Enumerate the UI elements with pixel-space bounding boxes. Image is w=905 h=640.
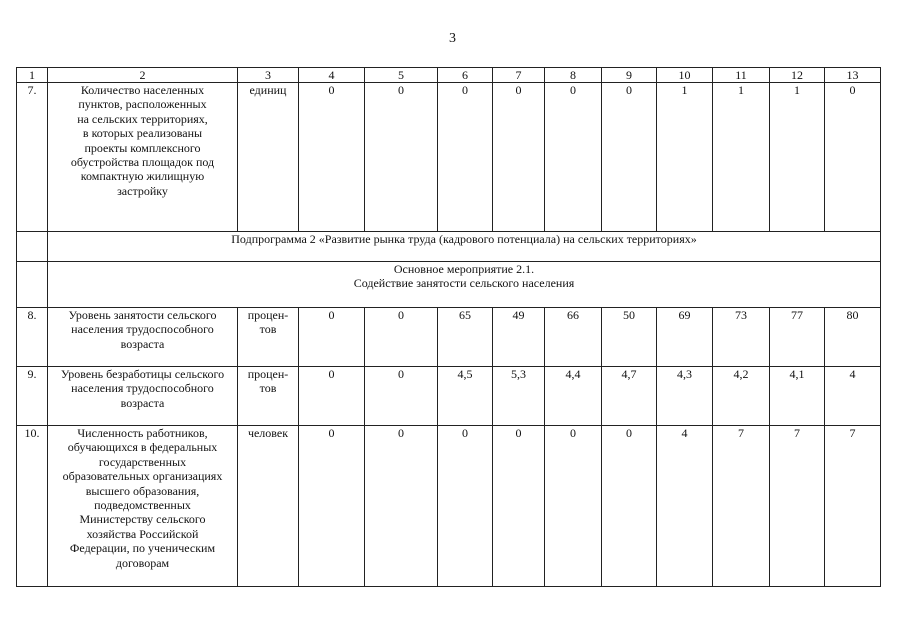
value-cell: 4,5 [438,367,493,426]
empty-cell [17,232,48,262]
indicator-name-line: образовательных организациях [62,469,223,484]
column-number: 3 [238,68,299,83]
indicator-name-line: возраста [120,336,165,351]
value-cell: 1 [713,83,770,232]
value-cell: 0 [602,426,657,587]
column-number: 8 [545,68,602,83]
indicator-name-line: в которых реализованы [82,126,203,141]
indicator-name [48,308,238,367]
value-cell: 65 [438,308,493,367]
value-cell: 4,3 [657,367,713,426]
unit-of-measure: человек [238,426,299,587]
value-cell: 49 [493,308,545,367]
column-number: 4 [299,68,365,83]
column-number: 13 [825,68,881,83]
value-cell: 4,7 [602,367,657,426]
column-number: 9 [602,68,657,83]
indicator-name-line: Федерации, по ученическим [69,541,216,556]
value-cell: 0 [365,308,438,367]
table-row [17,367,881,426]
value-cell: 0 [493,426,545,587]
value-cell: 4 [825,367,881,426]
indicator-name-line: застройку [117,183,168,198]
column-number-row [17,68,881,83]
indicator-name-line: хозяйства Российской [86,526,199,541]
value-cell: 1 [657,83,713,232]
indicator-name-line: Министерству сельского [79,512,206,527]
value-cell: 0 [438,426,493,587]
indicator-name-line: Количество населенных [80,83,205,97]
unit-line: процен- [247,308,289,322]
column-number: 1 [17,68,48,83]
row-number: 9. [17,367,48,426]
indicator-name-line: на сельских территориях, [77,111,208,126]
unit-line: процен- [247,367,289,381]
indicator-name-line: Численность работников, [77,426,208,440]
indicator-name-line: подведомственных [94,498,191,513]
indicator-name-line: проекты комплексного [84,140,201,155]
indicator-name-line: населения трудоспособного [71,322,214,337]
indicator-name-line: обустройства площадок под [70,155,215,170]
indicator-name-line: государственных [98,454,187,469]
column-number: 12 [770,68,825,83]
column-number: 11 [713,68,770,83]
indicator-name-line: возраста [120,395,165,410]
column-number: 5 [365,68,438,83]
value-cell: 0 [365,367,438,426]
indicator-name [48,83,238,232]
value-cell: 4,2 [713,367,770,426]
indicator-name-line: Уровень занятости сельского [68,308,217,322]
value-cell: 69 [657,308,713,367]
indicator-name-line: высшего образования, [85,483,200,498]
value-cell: 73 [713,308,770,367]
main-event-number: Основное мероприятие 2.1. [393,262,535,276]
value-cell: 50 [602,308,657,367]
main-event-title [48,262,881,308]
value-cell: 4,4 [545,367,602,426]
row-number: 10. [17,426,48,587]
value-cell: 0 [365,426,438,587]
value-cell: 4,1 [770,367,825,426]
value-cell: 0 [299,308,365,367]
value-cell: 77 [770,308,825,367]
unit-of-measure: единиц [238,83,299,232]
value-cell: 0 [493,83,545,232]
indicator-name-line: компактную жилищную [80,169,205,184]
column-number: 6 [438,68,493,83]
indicator-name-line: пунктов, расположенных [78,97,207,112]
row-number: 8. [17,308,48,367]
subprogram-title: Подпрограмма 2 «Развитие рынка труда (кадрового потенциала) на сельских территориях» [48,232,881,262]
table-row [17,426,881,587]
unit-line: тов [259,322,277,337]
value-cell: 0 [299,426,365,587]
subprogram-row [17,232,881,262]
indicator-name [48,367,238,426]
unit-of-measure [238,367,299,426]
indicator-name-line: населения трудоспособного [71,381,214,396]
indicator-name-line: договорам [115,555,170,570]
value-cell: 4 [657,426,713,587]
value-cell: 0 [299,367,365,426]
value-cell: 7 [713,426,770,587]
value-cell: 1 [770,83,825,232]
value-cell: 0 [438,83,493,232]
table-row [17,308,881,367]
column-number: 2 [48,68,238,83]
unit-of-measure [238,308,299,367]
indicator-name [48,426,238,587]
empty-cell [17,262,48,308]
value-cell: 0 [299,83,365,232]
main-event-row [17,262,881,308]
value-cell: 0 [825,83,881,232]
page-number: 3 [449,31,456,46]
value-cell: 7 [825,426,881,587]
value-cell: 5,3 [493,367,545,426]
indicators-table [16,67,881,587]
column-number: 7 [493,68,545,83]
value-cell: 80 [825,308,881,367]
value-cell: 7 [770,426,825,587]
value-cell: 0 [365,83,438,232]
main-event-name: Содействие занятости сельского населения [353,276,575,291]
row-number: 7. [17,83,48,232]
unit-line: тов [259,381,277,396]
value-cell: 0 [545,426,602,587]
value-cell: 0 [602,83,657,232]
column-number: 10 [657,68,713,83]
indicator-name-line: обучающихся в федеральных [67,440,218,455]
value-cell: 66 [545,308,602,367]
value-cell: 0 [545,83,602,232]
table-row [17,83,881,232]
indicator-name-line: Уровень безработицы сельского [60,367,225,381]
